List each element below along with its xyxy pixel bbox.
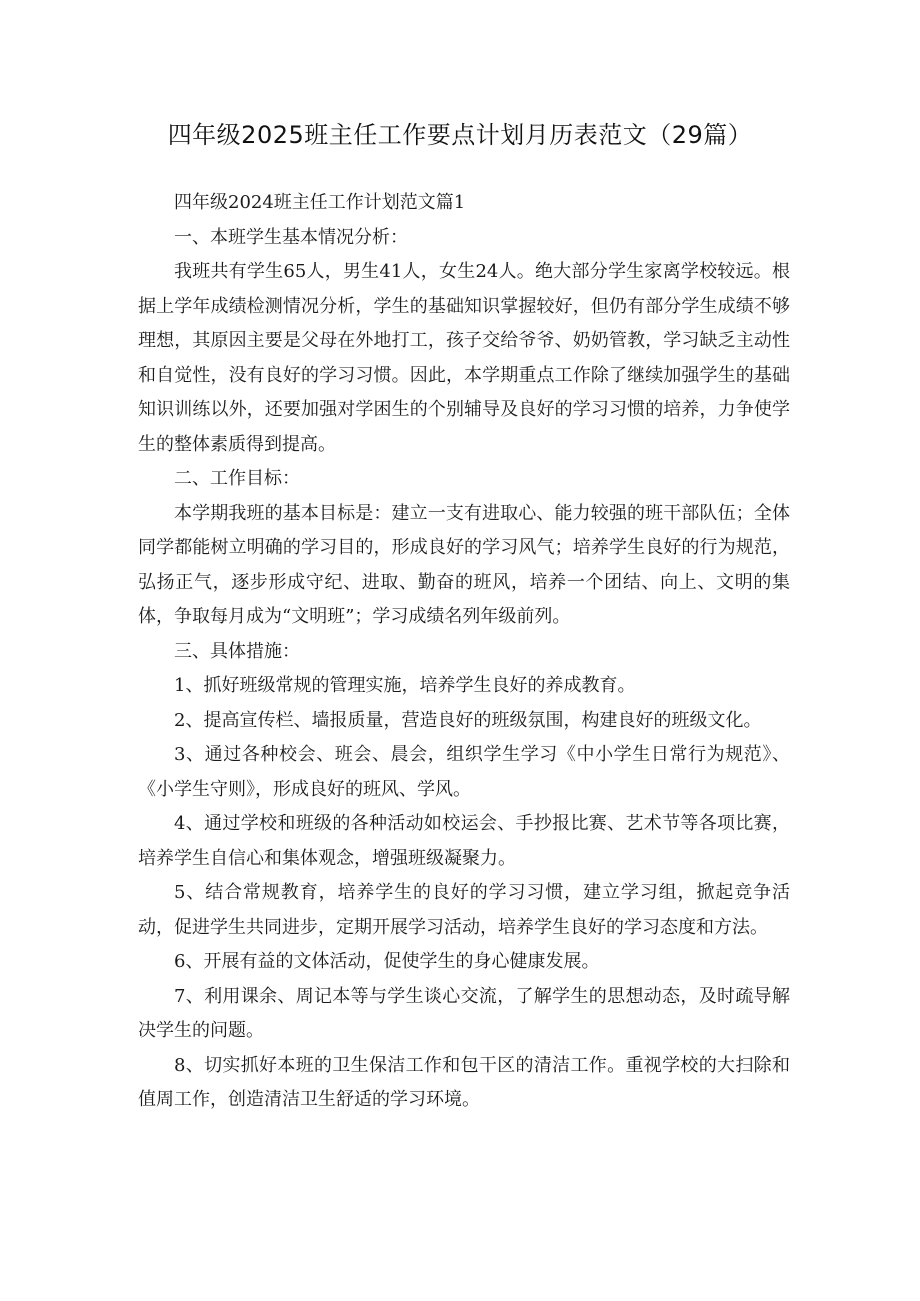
measure-item-2: 2、提高宣传栏、墙报质量，营造良好的班级氛围，构建良好的班级文化。 — [174, 709, 762, 731]
section-heading-2: 二、工作目标： — [174, 468, 300, 489]
section-heading-3: 三、具体措施： — [174, 640, 300, 662]
document-body — [138, 186, 790, 1118]
measure-item-7: 7、利用课余、周记本等与学生谈心交流，了解学生的思想动态，及时疏导解决学生的问题。 — [138, 985, 790, 1041]
measure-item-5: 5、结合常规教育，培养学生的良好的学习习惯，建立学习组，掀起竞争活动，促进学生共同进步，定期开展学习活动，培养学生良好的学习态度和方法。 — [138, 882, 790, 938]
measure-item-6: 6、开展有益的文体活动，促使学生的身心健康发展。 — [174, 951, 600, 972]
section-heading-1: 一、本班学生基本情况分析： — [174, 226, 408, 248]
measure-item-4: 4、通过学校和班级的各种活动如校运会、手抄报比赛、艺术节等各项比赛，培养学生自信心和集体观念，增强班级凝聚力。 — [138, 813, 790, 869]
measure-item-3: 3、通过各种校会、班会、晨会，组织学生学习《中小学生日常行为规范》、《小学生守则》，形成良好的班风、学风。 — [138, 744, 790, 800]
measure-item-1: 1、抓好班级常规的管理实施，培养学生良好的养成教育。 — [174, 675, 636, 696]
article-heading: 四年级2024班主任工作计划范文篇1 — [174, 192, 466, 213]
measure-item-8: 8、切实抓好本班的卫生保洁工作和包干区的清洁工作。重视学校的大扫除和值周工作，创造清洁卫生舒适的学习环境。 — [138, 1054, 790, 1110]
paragraph-goals: 本学期我班的基本目标是：建立一支有进取心、能力较强的班干部队伍；全体同学都能树立明确的学习目的，形成良好的学习风气；培养学生良好的行为规范，弘扬正气，逐步形成守纪、进取、勤奋的班风，培养一个团结、向上、文明的集体，争取每月成为“文明班”；学习成绩名列年级前列。 — [138, 502, 790, 627]
paragraph-class-analysis: 我班共有学生65人，男生41人，女生24人。绝大部分学生家离学校较远。根据上学年成绩检测情况分析，学生的基础知识掌握较好，但仍有部分学生成绩不够理想，其原因主要是父母在外地打工，孩子交给爷爷、奶奶管教，学习缺乏主动性和自觉性，没有良好的学习习惯。因此，本学期重点工作除了继续加强学生的基础知识训练以外，还要加强对学困生的个别辅导及良好的学习习惯的培养，力争使学生的整体素质得到提高。 — [138, 261, 790, 455]
document-title: 四年级2025班主任工作要点计划月历表范文（29篇） — [167, 121, 753, 149]
